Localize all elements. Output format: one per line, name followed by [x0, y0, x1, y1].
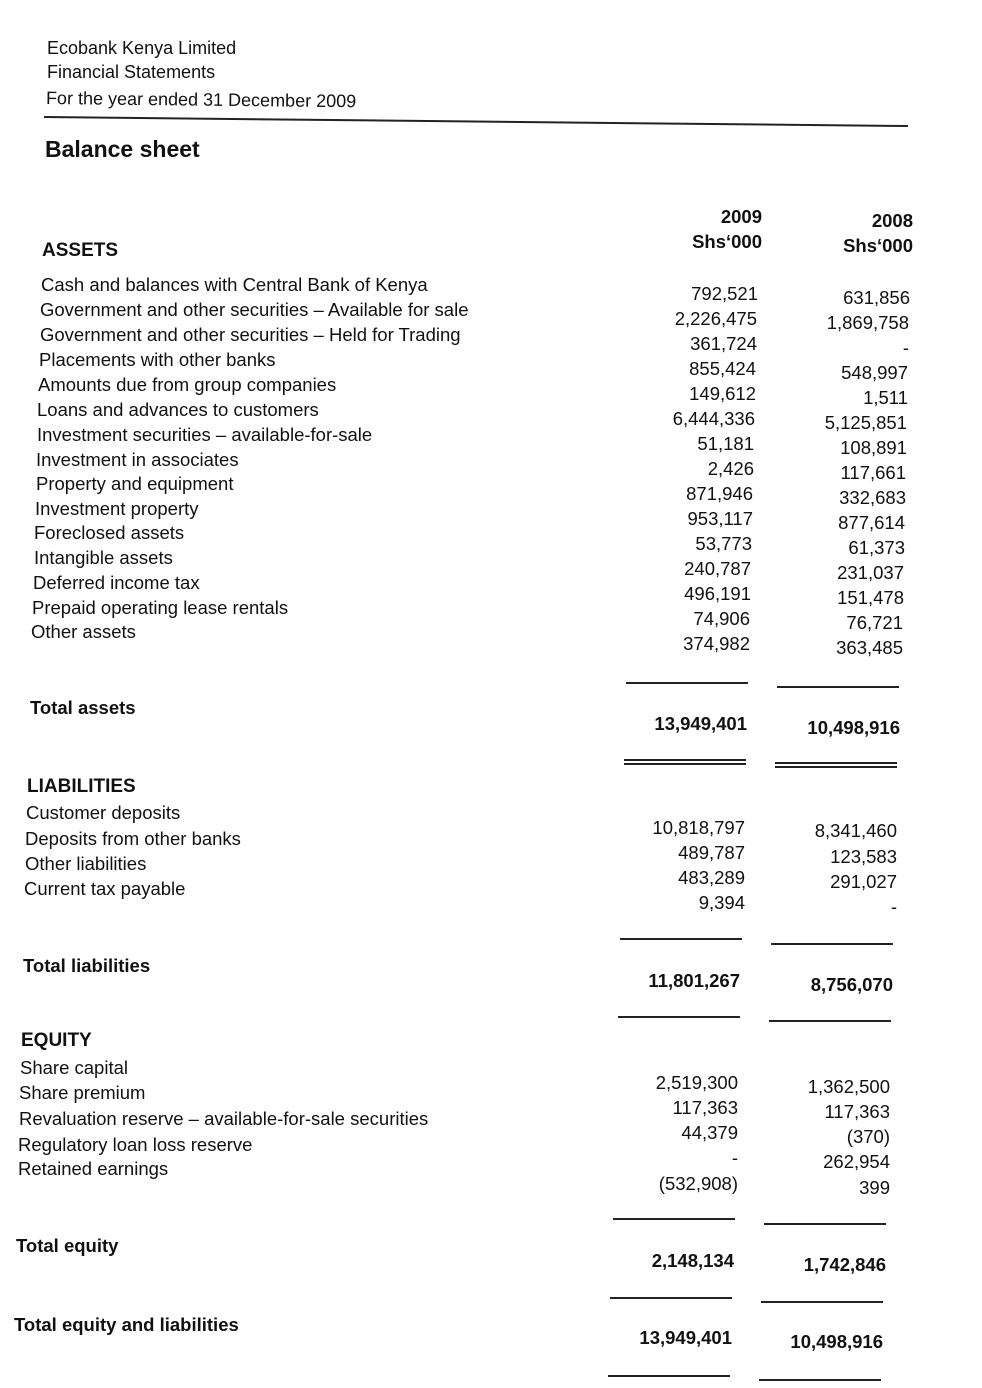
column-header-2008 [763, 208, 913, 258]
company-name: Ecobank Kenya Limited [47, 38, 237, 58]
subtotal-rule [613, 1218, 735, 1220]
row-label: Cash and balances with Central Bank of Kenya [41, 274, 428, 295]
row-label: Deferred income tax [33, 572, 200, 593]
value-2009: 2,226,475 [674, 308, 757, 329]
double-rule [624, 763, 746, 765]
row-label: Deposits from other banks [25, 828, 241, 849]
value-2008: 151,478 [837, 587, 904, 608]
column-header-2009 [612, 204, 762, 254]
row-label: Loans and advances to customers [37, 399, 319, 420]
row-label: Amounts due from group companies [38, 374, 337, 395]
value-2008: 108,891 [840, 437, 907, 458]
column-unit: Shs‘000 [692, 231, 762, 252]
row-label: Property and equipment [36, 473, 234, 494]
row-label: Government and other securities – Held for Trading [40, 324, 461, 345]
value-2009: 374,982 [683, 633, 750, 654]
row-label: Intangible assets [34, 547, 173, 568]
column-unit: Shs‘000 [843, 235, 913, 256]
row-label: Prepaid operating lease rentals [32, 597, 289, 618]
value-2009: 855,424 [689, 358, 756, 379]
total-liabilities-2009: 11,801,267 [648, 970, 740, 991]
subtotal-rule [626, 682, 748, 684]
value-2009: 51,181 [697, 433, 754, 454]
column-year: 2008 [871, 210, 913, 231]
subtotal-rule [761, 1301, 883, 1303]
value-2008: 76,721 [846, 612, 903, 633]
value-2009: 10,818,797 [652, 817, 745, 838]
value-2008: 61,373 [848, 537, 905, 558]
value-2009: 149,612 [689, 383, 756, 404]
document-type: Financial Statements [47, 62, 216, 82]
value-2009: 240,787 [684, 558, 751, 579]
row-label: Other assets [31, 621, 136, 642]
equity-heading: EQUITY [21, 1030, 92, 1051]
double-rule [608, 1375, 730, 1377]
row-label: Current tax payable [24, 878, 186, 899]
value-2008: 117,363 [824, 1101, 890, 1122]
page-title: Balance sheet [45, 136, 200, 162]
value-2008: 1,362,500 [807, 1076, 890, 1097]
value-2009: - [731, 1147, 738, 1168]
value-2008: 117,661 [840, 462, 906, 483]
row-label: Customer deposits [26, 802, 181, 823]
total-equity-2009: 2,148,134 [651, 1250, 734, 1271]
value-2009: 2,519,300 [655, 1072, 738, 1093]
value-2009: 9,394 [698, 892, 745, 913]
subtotal-rule [764, 1223, 886, 1225]
row-label: Investment in associates [36, 449, 239, 470]
subtotal-rule [618, 1016, 740, 1018]
header-divider [44, 116, 908, 127]
column-year: 2009 [720, 206, 762, 227]
value-2008: 231,037 [837, 562, 904, 583]
subtotal-rule [620, 938, 742, 940]
total-assets-label: Total assets [30, 697, 136, 718]
value-2009: 53,773 [695, 533, 752, 554]
reporting-period: For the year ended 31 December 2009 [45, 88, 357, 112]
row-label: Government and other securities – Available for sale [40, 299, 469, 320]
total-liabilities-2008: 8,756,070 [810, 974, 893, 995]
value-2009: 2,426 [707, 458, 754, 479]
value-2009: 6,444,336 [672, 408, 755, 429]
value-2009: 496,191 [684, 583, 751, 604]
value-2009: 483,289 [678, 867, 745, 888]
row-label: Placements with other banks [39, 349, 276, 370]
total-equity-liabilities-2009: 13,949,401 [639, 1327, 732, 1348]
row-label: Investment property [35, 498, 199, 519]
row-label: Regulatory loan loss reserve [18, 1134, 253, 1155]
value-2008: (370) [846, 1126, 890, 1147]
value-2008: 631,856 [843, 287, 910, 308]
total-equity-liabilities-label: Total equity and liabilities [14, 1314, 239, 1335]
subtotal-rule [771, 943, 893, 945]
value-2008: - [890, 896, 897, 917]
double-rule [624, 759, 746, 761]
row-label: Foreclosed assets [34, 522, 185, 543]
value-2009: 871,946 [686, 483, 753, 504]
total-equity-label: Total equity [16, 1235, 119, 1256]
assets-heading: ASSETS [42, 240, 119, 261]
subtotal-rule [777, 686, 899, 688]
row-label: Other liabilities [25, 853, 147, 874]
value-2008: 363,485 [836, 637, 903, 658]
value-2009: 74,906 [693, 608, 750, 629]
value-2008: 8,341,460 [814, 820, 897, 841]
double-rule [775, 766, 897, 768]
total-liabilities-label: Total liabilities [23, 955, 151, 976]
value-2008: 1,511 [863, 387, 908, 408]
value-2009: 117,363 [672, 1097, 738, 1118]
total-assets-2009: 13,949,401 [654, 713, 747, 734]
value-2008: 1,869,758 [826, 312, 909, 333]
value-2009: 361,724 [690, 333, 757, 354]
row-label: Share premium [19, 1082, 146, 1103]
value-2008: 332,683 [839, 487, 906, 508]
total-equity-2008: 1,742,846 [803, 1254, 886, 1275]
value-2009: 792,521 [691, 283, 758, 304]
subtotal-rule [610, 1297, 732, 1299]
value-2009: 44,379 [681, 1122, 738, 1143]
value-2008: 123,583 [830, 846, 897, 867]
total-equity-liabilities-2008: 10,498,916 [790, 1331, 883, 1352]
value-2008: 548,997 [841, 362, 908, 383]
total-assets-2008: 10,498,916 [807, 717, 900, 738]
row-label: Share capital [20, 1057, 128, 1078]
value-2009: 953,117 [687, 508, 753, 529]
value-2009: (532,908) [658, 1173, 738, 1194]
value-2008: 262,954 [823, 1151, 890, 1172]
row-label: Retained earnings [18, 1158, 169, 1179]
value-2008: 399 [859, 1177, 890, 1198]
liabilities-heading: LIABILITIES [27, 776, 136, 797]
subtotal-rule [769, 1020, 891, 1022]
row-label: Investment securities – available-for-sale [37, 424, 373, 445]
double-rule [759, 1379, 881, 1381]
value-2008: 291,027 [830, 871, 897, 892]
value-2009: 489,787 [678, 842, 745, 863]
row-label: Revaluation reserve – available-for-sale securities [19, 1108, 429, 1129]
value-2008: 877,614 [838, 512, 905, 533]
double-rule [775, 762, 897, 764]
value-2008: 5,125,851 [824, 412, 907, 433]
value-2008: - [902, 337, 909, 358]
